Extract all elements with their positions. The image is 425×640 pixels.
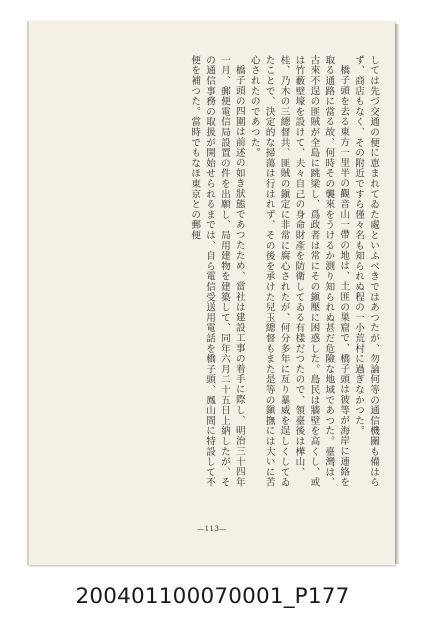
page-number: —113— [197,525,227,533]
paragraph-2: 橋子頭を去る東方一里半の觀音山一帶の地は、土匪の巣窟で、橋子頭は彼等が海岸に連絡を取る通路に當る故、何時その襲來をうけるか測り知られぬ甚だ危險な地域であつた。臺灣は、古來不逞の匪賊が全島に跳梁し、爲政者は常にその鎭壓に困惑した。島民は牆壁を高くし、或は竹藪壁壕を設けて、夫々自己の身命財產を防衛してゐる有樣だつたので、領臺後は樺山、桂、乃木の三總督共、匪賊の鎭定に非常に腐心されたが、何分多年に亙り暴威を逞しくしてゐたことで、決定的な掃蕩は行はれず、その後を承けた兒玉總督もまた是等の鎭撫には大いに苦心されたのであつた。 [248,55,350,488]
paragraph-3: 橋子頭の四圍は前述の如き狀態であつたため、當社は建設工事の着手に際し、明治三十四年一月、郵便電信局設置の件を出願し、局用建物を建築して、同年六月二十五日上納したが、その通信事務の取扱が開始せられるまでは、自ら電信受送用電話を橋子頭、鳳山間に特設して不便を補つた。當時でもなほ東京との郵便 [189,55,245,488]
vertical-text-body [69,55,380,490]
document-page [27,21,395,565]
paragraph-1: しては先づ交通の便に恵まれてゐた處といふべきではあつたが、勿論何等の通信機關も備はらず、商店もなく、その附近ですら僅々名も知られぬ程の一小荒村に過ぎなかつた。 [353,55,379,488]
archive-id-caption: 200401100070001_P177 [75,584,350,609]
